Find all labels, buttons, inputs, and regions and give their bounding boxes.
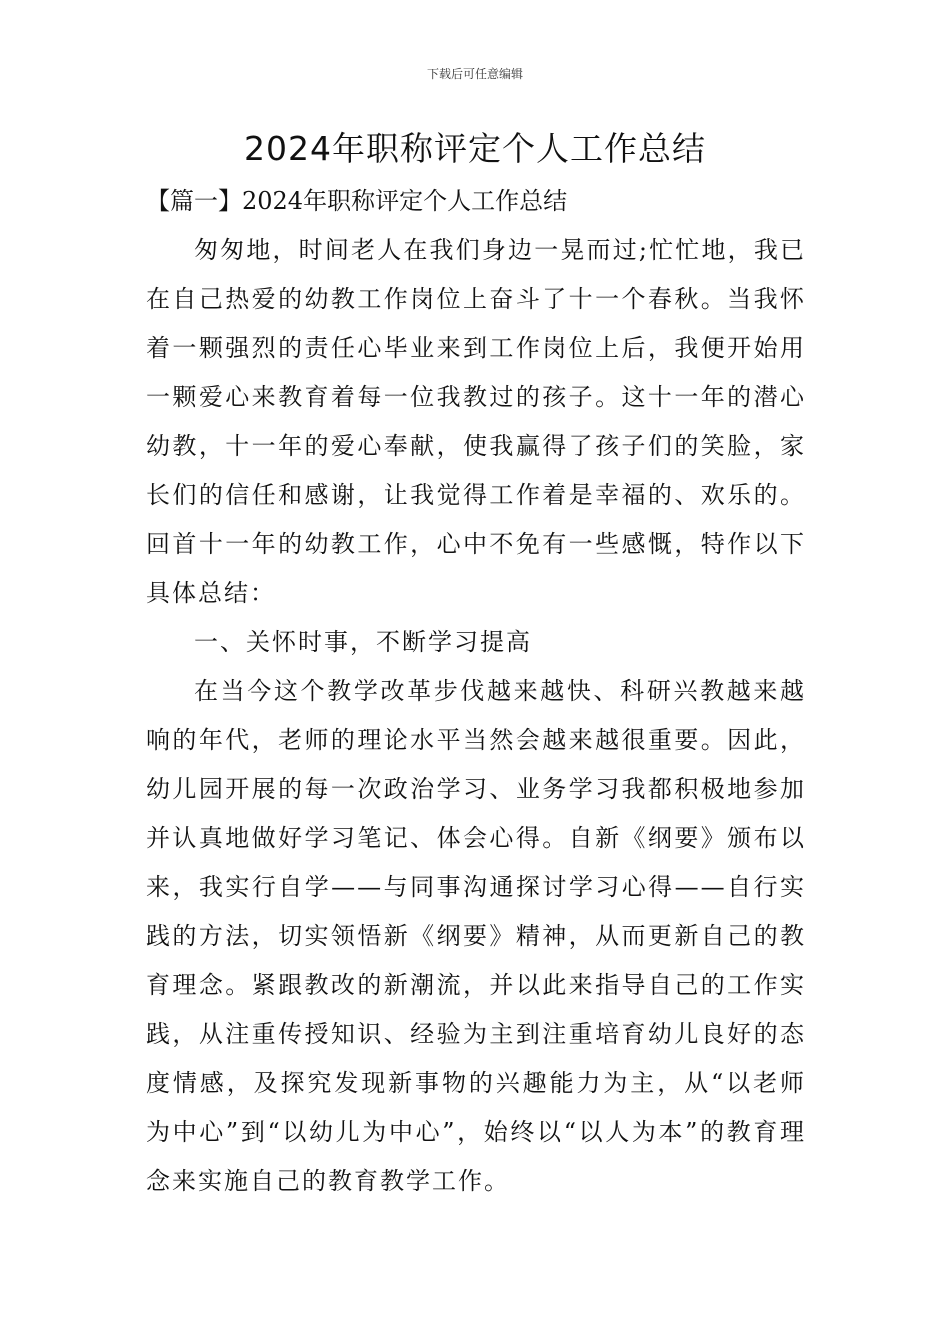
paragraph-intro: 匆匆地，时间老人在我们身边一晃而过;忙忙地，我已在自己热爱的幼教工作岗位上奋斗了十一个春秋。当我怀着一颗强烈的责任心毕业来到工作岗位上后，我便开始用一颗爱心来教育着每一位我教过的孩子。这十一年的潜心幼教，十一年的爱心奉献，使我赢得了孩子们的笑脸，家长们的信任和感谢，让我觉得工作着是幸福的、欢乐的。回首十一年的幼教工作，心中不免有一些感慨，特作以下具体总结： [146,236,806,607]
section-heading: 【篇一】2024年职称评定个人工作总结 [146,187,568,215]
header-note: 下载后可任意编辑 [426,67,523,81]
subheading-1: 一、关怀时事，不断学习提高 [194,628,532,656]
document-body [146,178,806,1206]
document-title: 2024年职称评定个人工作总结 [244,129,706,168]
paragraph-learning: 在当今这个教学改革步伐越来越快、科研兴教越来越响的年代，老师的理论水平当然会越来越很重要。因此，幼儿园开展的每一次政治学习、业务学习我都积极地参加并认真地做好学习笔记、体会心得。自新《纲要》颁布以来，我实行自学——与同事沟通探讨学习心得——自行实践的方法，切实领悟新《纲要》精神，从而更新自己的教育理念。紧跟教改的新潮流，并以此来指导自己的工作实践，从注重传授知识、经验为主到注重培育幼儿良好的态度情感，及探究发现新事物的兴趣能力为主，从“以老师为中心”到“以幼儿为中心”，始终以“以人为本”的教育理念来实施自己的教育教学工作。 [146,677,806,1195]
